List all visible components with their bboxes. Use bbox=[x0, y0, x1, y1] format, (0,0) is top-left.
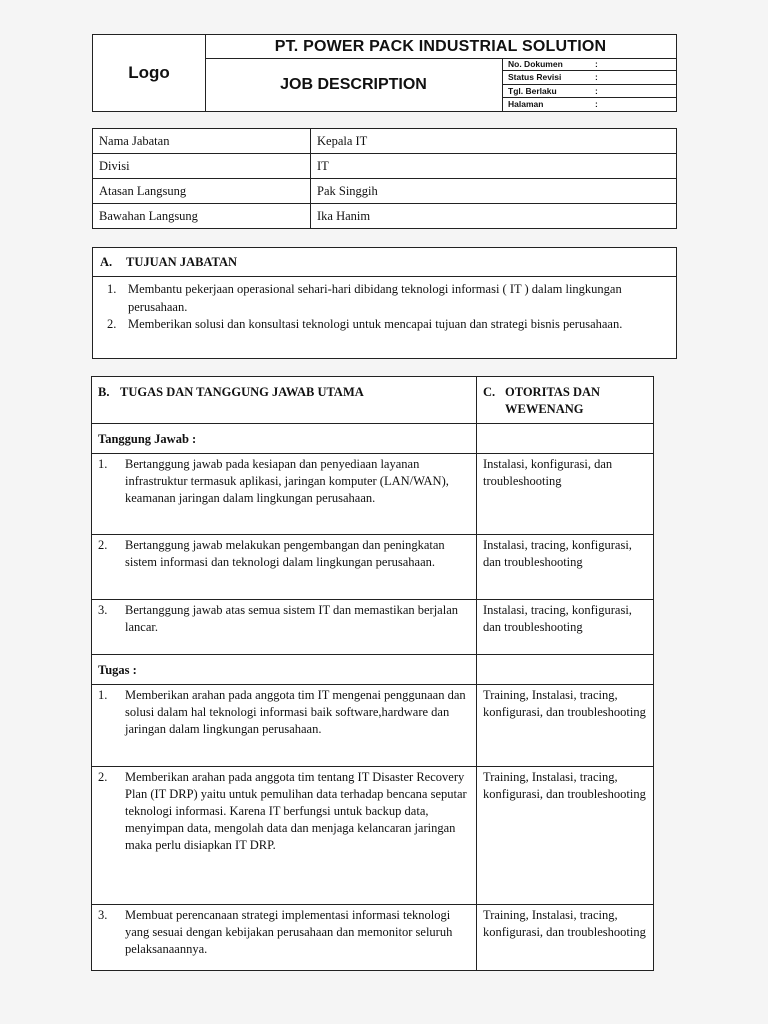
info-label: Divisi bbox=[93, 154, 311, 179]
duty-cell bbox=[92, 454, 477, 535]
empty-cell bbox=[477, 655, 654, 685]
table-row bbox=[92, 535, 654, 600]
duty-cell bbox=[92, 535, 477, 600]
list-item bbox=[107, 281, 668, 316]
subheading-tanggung-jawab: Tanggung Jawab : bbox=[92, 424, 477, 454]
table-row bbox=[93, 204, 677, 229]
list-item bbox=[107, 316, 668, 334]
section-title: OTORITAS DAN WEWENANG bbox=[505, 385, 601, 416]
item-number: 2. bbox=[98, 770, 108, 784]
table-row bbox=[92, 767, 654, 905]
company-name: PT. POWER PACK INDUSTRIAL SOLUTION bbox=[205, 35, 676, 59]
duty-cell bbox=[92, 685, 477, 767]
section-b-heading bbox=[92, 377, 477, 424]
meta-row-status-revisi bbox=[502, 71, 676, 84]
item-text: Memberikan solusi dan konsultasi teknologi untuk mencapai tujuan dan strategi bisnis perusahaan. bbox=[128, 317, 623, 331]
item-number: 2. bbox=[107, 317, 117, 331]
item-text: Memberikan arahan pada anggota tim IT mengenai penggunaan dan solusi dalam hal teknologi informasi baik software,hardware dan jaringan dalam lingkungan perusahaan. bbox=[125, 688, 466, 736]
info-label: Bawahan Langsung bbox=[93, 204, 311, 229]
item-text: Membuat perencanaan strategi implementasi informasi teknologi yang sesuai dengan kebijakan perusahaan dan memonitor seluruh pelaksanaannya. bbox=[125, 908, 453, 956]
authority-cell: Training, Instalasi, tracing, konfigurasi, dan troubleshooting bbox=[477, 905, 654, 971]
info-label: Atasan Langsung bbox=[93, 179, 311, 204]
position-info-table bbox=[92, 128, 677, 229]
section-heading bbox=[93, 248, 676, 277]
item-number: 1. bbox=[98, 457, 108, 471]
empty-cell bbox=[477, 424, 654, 454]
authority-cell: Instalasi, konfigurasi, dan troubleshooting bbox=[477, 454, 654, 535]
section-title: TUGAS DAN TANGGUNG JAWAB UTAMA bbox=[120, 385, 364, 399]
meta-row-halaman bbox=[502, 98, 676, 111]
section-c-heading bbox=[477, 377, 654, 424]
item-number: 1. bbox=[107, 282, 117, 296]
document-meta bbox=[502, 58, 676, 111]
meta-label: Status Revisi bbox=[508, 72, 562, 83]
info-value: IT bbox=[311, 154, 677, 179]
logo-placeholder: Logo bbox=[93, 35, 206, 111]
authority-cell: Training, Instalasi, tracing, konfigurasi, dan troubleshooting bbox=[477, 767, 654, 905]
item-text: Membantu pekerjaan operasional sehari-hari dibidang teknologi informasi ( IT ) dalam lingkungan perusahaan. bbox=[128, 282, 622, 314]
item-number: 3. bbox=[98, 603, 108, 617]
table-row bbox=[93, 129, 677, 154]
authority-cell: Instalasi, tracing, konfigurasi, dan troubleshooting bbox=[477, 535, 654, 600]
table-row bbox=[92, 655, 654, 685]
item-number: 2. bbox=[98, 538, 108, 552]
item-text: Memberikan arahan pada anggota tim tentang IT Disaster Recovery Plan (IT DRP) yaitu untuk pemulihan data terhadap bencana seputar teknologi informasi. Karena IT berfungsi untuk backup data, menyimpan data, mengolah data dan menjaga kelancaran jaringan maka perlu disiapkan IT DRP. bbox=[125, 770, 467, 852]
meta-row-no-dokumen bbox=[502, 58, 676, 71]
tujuan-list bbox=[93, 277, 676, 334]
item-number: 3. bbox=[98, 908, 108, 922]
meta-colon: : bbox=[595, 72, 598, 83]
section-tujuan-jabatan bbox=[92, 247, 677, 359]
table-row bbox=[92, 685, 654, 767]
table-row bbox=[92, 424, 654, 454]
table-header-row bbox=[92, 377, 654, 424]
document-title: JOB DESCRIPTION bbox=[205, 58, 503, 111]
section-letter: B. bbox=[98, 385, 110, 399]
item-text: Bertanggung jawab atas semua sistem IT dan memastikan berjalan lancar. bbox=[125, 603, 459, 634]
info-value: Kepala IT bbox=[311, 129, 677, 154]
meta-label: No. Dokumen bbox=[508, 59, 563, 69]
authority-cell: Instalasi, tracing, konfigurasi, dan troubleshooting bbox=[477, 600, 654, 655]
meta-colon: : bbox=[595, 98, 598, 109]
section-letter: A. bbox=[100, 255, 113, 269]
duty-cell bbox=[92, 767, 477, 905]
table-row bbox=[92, 600, 654, 655]
duties-authority-table bbox=[91, 376, 654, 971]
info-value: Ika Hanim bbox=[311, 204, 677, 229]
duty-cell bbox=[92, 905, 477, 971]
item-text: Bertanggung jawab pada kesiapan dan penyediaan layanan infrastruktur termasuk aplikasi, jaringan komputer (LAN/WAN), keamanan jaringan dalam lingkungan perusahaan. bbox=[125, 457, 449, 505]
meta-colon: : bbox=[595, 85, 598, 96]
meta-label: Halaman bbox=[508, 98, 544, 109]
table-row bbox=[92, 454, 654, 535]
meta-row-tgl-berlaku bbox=[502, 85, 676, 98]
item-number: 1. bbox=[98, 688, 108, 702]
meta-colon: : bbox=[595, 59, 598, 69]
meta-label: Tgl. Berlaku bbox=[508, 85, 557, 96]
section-title: TUJUAN JABATAN bbox=[126, 255, 237, 269]
authority-cell: Training, Instalasi, tracing, konfigurasi, dan troubleshooting bbox=[477, 685, 654, 767]
document-header bbox=[92, 34, 677, 112]
item-text: Bertanggung jawab melakukan pengembangan dan peningkatan sistem informasi dan teknologi dalam lingkungan perusahaan. bbox=[125, 538, 445, 569]
info-value: Pak Singgih bbox=[311, 179, 677, 204]
duty-cell bbox=[92, 600, 477, 655]
table-row bbox=[92, 905, 654, 971]
table-row bbox=[93, 179, 677, 204]
section-letter: C. bbox=[483, 385, 496, 399]
info-label: Nama Jabatan bbox=[93, 129, 311, 154]
subheading-tugas: Tugas : bbox=[92, 655, 477, 685]
table-row bbox=[93, 154, 677, 179]
